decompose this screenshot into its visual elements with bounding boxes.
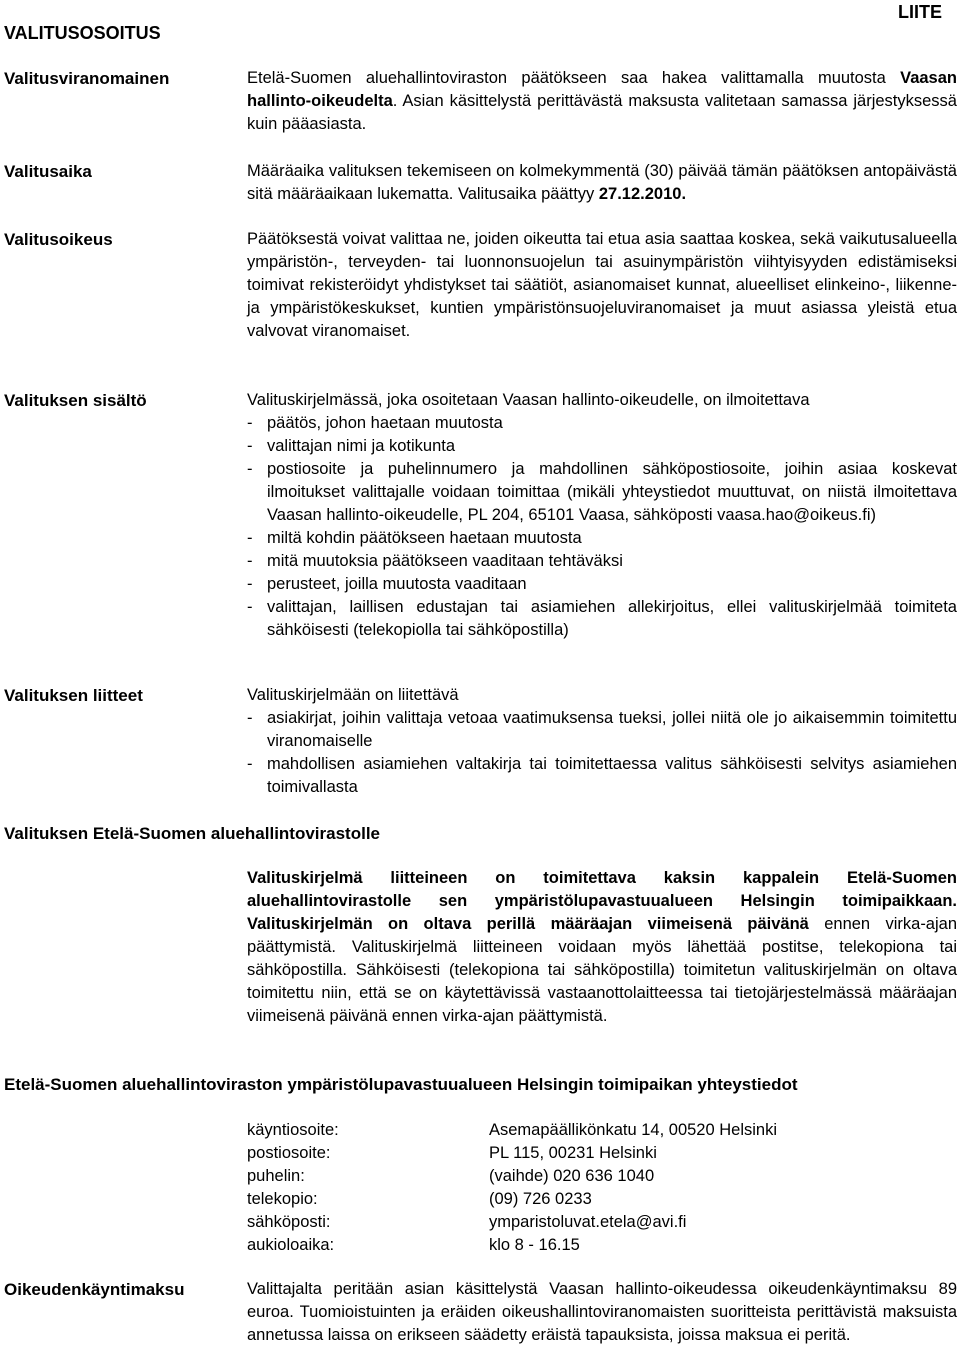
list-item: - päätös, johon haetaan muutosta bbox=[247, 412, 957, 435]
list-item: - postiosoite ja puhelinnumero ja mahdollinen sähköpostiosoite, joihin asiaa koskevat ilmoitukset valittajalle voidaan toimittaa (mikäli yhteystiedot muuttuvat, on niistä ilmoitettava Vaasan hallinto-oikeudelle, PL 204, 65101 Vaasa, sähköposti vaasa.hao@oikeus.fi) bbox=[247, 458, 957, 527]
contact-row-telekopio: telekopio: (09) 726 0233 bbox=[247, 1190, 592, 1208]
valituksen-liitteet-list bbox=[247, 707, 957, 799]
list-item: - perusteet, joilla muutosta vaaditaan bbox=[247, 573, 957, 596]
list-item: - miltä kohdin päätökseen haetaan muutosta bbox=[247, 527, 957, 550]
label-oikeudenkayntimaksu: Oikeudenkäyntimaksu bbox=[4, 1280, 185, 1299]
oikeudenkayntimaksu-text: Valittajalta peritään asian käsittelystä Vaasan hallinto-oikeudessa oikeudenkäyntimaksu 89 euroa. Tuomioistuinten ja eräiden oikeushallintoviranomaisten suoritteista perittävistä maksuista annetussa laissa on erikseen säädetty eräistä tapauksista, joissa maksua ei peritä. bbox=[247, 1280, 957, 1344]
contact-row-puhelin: puhelin: (vaihde) 020 636 1040 bbox=[247, 1167, 655, 1185]
valituksen-liitteet-block bbox=[247, 684, 957, 799]
list-item: - mahdollisen asiamiehen valtakirja tai toimitettaessa valitus sähköisesti selvitys asiamiehen toimivallasta bbox=[247, 753, 957, 799]
toimittaminen-heading: Valituksen Etelä-Suomen aluehallintovirastolle bbox=[4, 824, 381, 843]
label-valituksen-liitteet: Valituksen liitteet bbox=[4, 686, 143, 705]
yhteystiedot-heading: Etelä-Suomen aluehallintoviraston ympäristölupavastuualueen Helsingin toimipaikan yhteystiedot bbox=[4, 1075, 798, 1094]
contact-row-sahkoposti: sähköposti: ymparistoluvat.etela@avi.fi bbox=[247, 1213, 687, 1231]
label-valituksen-sisalto: Valituksen sisältö bbox=[4, 391, 147, 410]
label-valitusoikeus: Valitusoikeus bbox=[4, 230, 113, 249]
valituksen-sisalto-list bbox=[247, 412, 957, 642]
valituksen-liitteet-intro: Valituskirjelmään on liitettävä bbox=[247, 686, 459, 704]
list-item: - asiakirjat, joihin valittaja vetoaa vaatimuksensa tueksi, jollei niitä ole jo aikaisemmin toimitettu viranomaiselle bbox=[247, 707, 957, 753]
contact-row-aukioloaika: aukioloaika: klo 8 - 16.15 bbox=[247, 1236, 580, 1254]
valitusviranomainen-text: Etelä-Suomen aluehallintoviraston päätökseen saa hakea valittamalla muutosta Vaasan hallinto-oikeudelta. Asian käsittelystä perittävästä maksusta valitetaan samassa järjestyksessä kuin pääasiasta. bbox=[247, 69, 957, 133]
list-item: - mitä muutoksia päätökseen vaaditaan tehtäväksi bbox=[247, 550, 957, 573]
label-valitusviranomainen: Valitusviranomainen bbox=[4, 69, 170, 88]
valitusoikeus-text: Päätöksestä voivat valittaa ne, joiden oikeutta tai etua asia saattaa koskea, sekä vaikutusalueella ympäristön-, terveyden- tai luonnonsuojelun tai asuinympäristön viihtyisyyden edistämiseksi toimivat rekisteröidyt yhdistykset tai säätiöt, asianomaiset kunnat, alueelliset elinkeino-, liikenne- ja ympäristökeskukset, kuntien ympäristönsuojeluviranomaiset ja muut asiassa yleistä etua valvovat viranomaiset. bbox=[247, 230, 957, 340]
contact-row-kayntiosoite: käyntiosoite: Asemapäällikönkatu 14, 00520 Helsinki bbox=[247, 1121, 778, 1139]
valitusaika-text: Määräaika valituksen tekemiseen on kolmekymmentä (30) päivää tämän päätöksen antopäivästä sitä määräaikaan lukematta. Valitusaika päättyy 27.12.2010. bbox=[247, 162, 957, 203]
label-valitusaika: Valitusaika bbox=[4, 162, 92, 181]
appendix-tag: LIITE bbox=[898, 2, 942, 22]
document-title: VALITUSOSOITUS bbox=[4, 23, 161, 43]
toimittaminen-text: Valituskirjelmä liitteineen on toimitettava kaksin kappalein Etelä-Suomen aluehallintovirastolle sen ympäristölupavastuualueen Helsingin toimipaikkaan. Valituskirjelmän on oltava perillä määräajan viimeisenä päivänä ennen virka-ajan päättymistä. Valituskirjelmä liitteineen voidaan myös lähettää postitse, telekopiona tai sähköpostilla. Sähköisesti (telekopiona tai sähköpostilla) toimitetun valituskirjelmän on oltava toimitettu niin, että se on käytettävissä vastaanottolaitteessa tai tietojärjestelmässä määräajan viimeisenä päivänä ennen virka-ajan päättymistä. bbox=[247, 869, 958, 1025]
contact-table bbox=[247, 1119, 947, 1257]
valituksen-sisalto-intro: Valituskirjelmässä, joka osoitetaan Vaasan hallinto-oikeudelle, on ilmoitettava bbox=[247, 391, 810, 409]
list-item: - valittajan, laillisen edustajan tai asiamiehen allekirjoitus, ellei valituskirjelmää toimiteta sähköisesti (telekopiolla tai sähköpostilla) bbox=[247, 596, 957, 642]
list-item: - valittajan nimi ja kotikunta bbox=[247, 435, 957, 458]
contact-row-postiosoite: postiosoite: PL 115, 00231 Helsinki bbox=[247, 1144, 657, 1162]
valituksen-sisalto-block bbox=[247, 389, 957, 642]
